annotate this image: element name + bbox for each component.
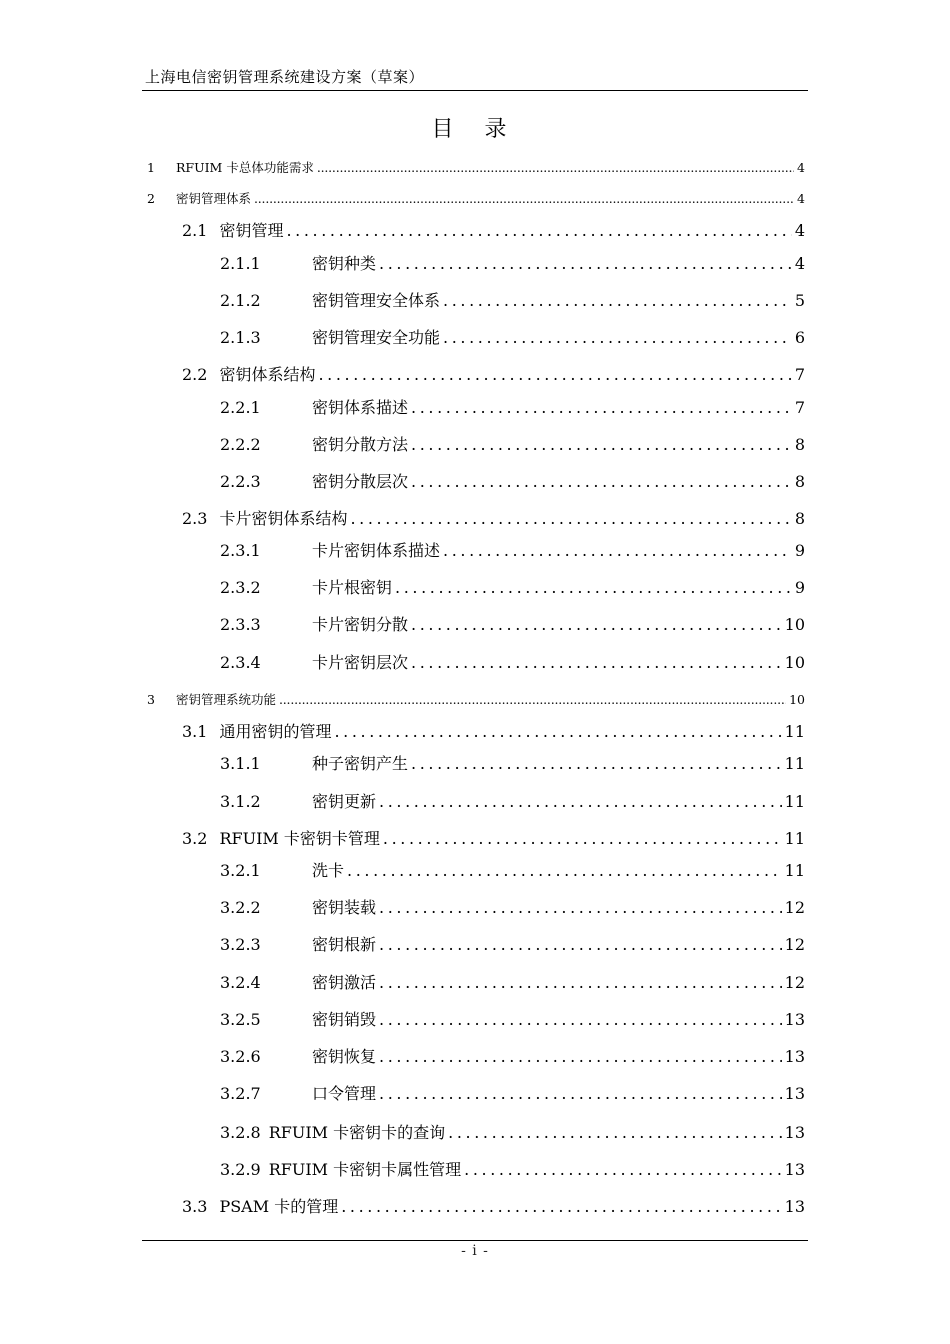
toc-dot-leader <box>350 509 791 528</box>
toc-entry[interactable] <box>182 506 805 529</box>
toc-entry-page: 7 <box>794 398 805 417</box>
header-rule <box>142 90 808 91</box>
toc-entry-label: 卡片根密钥 <box>312 578 393 597</box>
toc-entry-page: 11 <box>784 861 805 880</box>
toc-entry[interactable] <box>220 1007 805 1030</box>
toc-entry[interactable] <box>220 575 805 598</box>
toc-entry-page: 4 <box>794 254 805 273</box>
toc-entry-label: 密钥装载 <box>312 898 377 917</box>
toc-dot-leader <box>395 578 792 597</box>
toc-entry-label: 通用密钥的管理 <box>219 722 332 741</box>
toc-entry-page: 13 <box>784 1047 805 1066</box>
toc-entry[interactable] <box>220 1157 805 1180</box>
toc-entry-label: 卡片密钥分散 <box>312 615 409 634</box>
toc-entry-number: 3.1 <box>182 722 208 741</box>
toc-entry[interactable] <box>182 826 805 849</box>
toc-entry[interactable] <box>182 362 805 385</box>
toc-entry-page: 7 <box>794 365 805 384</box>
toc-entry-page: 13 <box>784 1084 805 1103</box>
toc-entry[interactable] <box>220 432 805 455</box>
toc-entry-label: 密钥分散层次 <box>312 472 409 491</box>
toc-entry-page: 4 <box>797 160 805 175</box>
toc-dot-leader <box>379 792 782 811</box>
toc-dot-leader <box>379 1047 782 1066</box>
toc-entry-label: 密钥恢复 <box>312 1047 377 1066</box>
toc-dot-leader <box>334 722 781 741</box>
toc-entry-label: 密钥根新 <box>312 935 377 954</box>
toc-dot-leader <box>383 829 782 848</box>
toc-entry[interactable] <box>220 469 805 492</box>
toc-entry-number: 2.3.2 <box>220 578 261 597</box>
toc-dot-leader <box>286 221 791 240</box>
toc-dot-leader <box>379 973 782 992</box>
toc-entry-page: 9 <box>794 578 805 597</box>
toc-dot-leader <box>379 1010 782 1029</box>
toc-entry[interactable] <box>220 858 805 881</box>
toc-entry-number: 2.1.3 <box>220 328 261 347</box>
toc-entry-page: 12 <box>784 898 805 917</box>
footer-rule <box>142 1240 808 1241</box>
toc-entry[interactable] <box>220 288 805 311</box>
toc-entry-page: 5 <box>794 291 805 310</box>
toc-dot-leader <box>318 365 791 384</box>
toc-entry-label: 卡片密钥体系描述 <box>312 541 441 560</box>
toc-dot-leader <box>379 254 792 273</box>
toc-entry-page: 9 <box>794 541 805 560</box>
toc-entry-number: 2.1.1 <box>220 254 261 273</box>
page-number: - i - <box>461 1243 489 1259</box>
toc-entry[interactable] <box>220 751 805 774</box>
toc-dot-leader <box>411 615 782 634</box>
toc-entry-label: 密钥管理安全体系 <box>312 291 441 310</box>
toc-entry-number: 2.2 <box>182 365 208 384</box>
toc-entry-number: 2.3.1 <box>220 541 261 560</box>
toc-entry-label: 密钥管理体系 <box>176 191 252 206</box>
toc-entry-label: 密钥管理 <box>219 221 284 240</box>
toc-entry-label: 密钥激活 <box>312 973 377 992</box>
toc-entry-label: 口令管理 <box>312 1084 377 1103</box>
toc-entry-number: 3.1.1 <box>220 754 261 773</box>
toc-entry-label: 密钥分散方法 <box>312 435 409 454</box>
toc-dot-leader <box>411 472 792 491</box>
toc-entry-number: 3.2.8 <box>220 1123 261 1142</box>
toc-dot-leader <box>411 754 782 773</box>
toc-dot-leader <box>411 435 792 454</box>
toc-entry-label: 密钥管理安全功能 <box>312 328 441 347</box>
toc-entry-label: 卡片密钥层次 <box>312 653 409 672</box>
toc-entry-label: 种子密钥产生 <box>312 754 409 773</box>
toc-entry-page: 8 <box>794 509 805 528</box>
toc-entry-number: 2.2.3 <box>220 472 261 491</box>
toc-dot-leader <box>411 653 782 672</box>
toc-entry-page: 11 <box>784 754 805 773</box>
toc-entry-page: 13 <box>784 1123 805 1142</box>
toc-entry-number: 3.1.2 <box>220 792 261 811</box>
toc-entry[interactable] <box>220 325 805 348</box>
toc-entry[interactable] <box>220 932 805 955</box>
toc-entry-label: 密钥体系结构 <box>219 365 316 384</box>
toc-entry-number: 3.3 <box>182 1197 208 1216</box>
toc-entry-number: 3.2.4 <box>220 973 261 992</box>
toc-entry-label: RFUIM 卡密钥卡管理 <box>219 829 380 848</box>
toc-dot-leader <box>464 1160 781 1179</box>
toc-entry[interactable] <box>220 612 805 635</box>
toc-entry-number: 3.2.2 <box>220 898 261 917</box>
toc-dot-leader <box>411 398 792 417</box>
toc-dot-leader <box>254 191 794 206</box>
toc-title: 目 录 <box>431 117 519 142</box>
toc-dot-leader <box>379 935 782 954</box>
toc-entry-number: 2.1 <box>182 221 208 240</box>
toc-dot-leader <box>443 291 792 310</box>
toc-dot-leader <box>443 328 792 347</box>
toc-entry-label: PSAM 卡的管理 <box>219 1197 339 1216</box>
toc-entry[interactable] <box>220 650 805 673</box>
toc-entry-page: 4 <box>797 191 805 206</box>
toc-entry-page: 8 <box>794 435 805 454</box>
toc-entry-page: 12 <box>784 973 805 992</box>
toc-entry[interactable] <box>220 789 805 812</box>
toc-dot-leader <box>279 692 786 707</box>
toc-entry-number: 3.2.9 <box>220 1160 261 1179</box>
toc-entry-page: 6 <box>794 328 805 347</box>
toc-entry-number: 3 <box>147 692 155 707</box>
toc-entry-label: RFUIM 卡密钥卡属性管理 <box>268 1160 462 1179</box>
toc-dot-leader <box>347 861 782 880</box>
toc-entry-page: 10 <box>789 692 805 707</box>
toc-entry-page: 11 <box>784 829 805 848</box>
toc-entry-label: 密钥种类 <box>312 254 377 273</box>
toc-entry[interactable] <box>182 719 805 742</box>
toc-entry-number: 1 <box>147 160 155 175</box>
toc-dot-leader <box>443 541 792 560</box>
toc-dot-leader <box>379 898 782 917</box>
toc-entry[interactable] <box>220 538 805 561</box>
toc-entry-label: RFUIM 卡总体功能需求 <box>176 160 314 175</box>
toc-dot-leader <box>379 1084 782 1103</box>
toc-entry-label: 洗卡 <box>312 861 345 880</box>
toc-entry-page: 13 <box>784 1160 805 1179</box>
toc-entry[interactable] <box>220 970 805 993</box>
toc-entry-page: 13 <box>784 1197 805 1216</box>
toc-entry[interactable] <box>220 251 805 274</box>
toc-entry[interactable] <box>147 690 805 708</box>
toc-entry-page: 11 <box>784 722 805 741</box>
toc-entry-label: 密钥管理系统功能 <box>176 692 277 707</box>
toc-entry-label: 密钥更新 <box>312 792 377 811</box>
toc-entry-number: 2.3.3 <box>220 615 261 634</box>
toc-entry-label: 密钥销毁 <box>312 1010 377 1029</box>
toc-entry-label: 密钥体系描述 <box>312 398 409 417</box>
toc-entry[interactable] <box>220 1120 805 1143</box>
toc-dot-leader <box>448 1123 781 1142</box>
toc-entry-number: 3.2.1 <box>220 861 261 880</box>
toc-entry-label: RFUIM 卡密钥卡的查询 <box>268 1123 446 1142</box>
document-header-title: 上海电信密钥管理系统建设方案（草案） <box>145 68 425 86</box>
toc-entry[interactable] <box>147 158 805 176</box>
toc-entry-page: 11 <box>784 792 805 811</box>
toc-entry-page: 12 <box>784 935 805 954</box>
toc-entry-number: 3.2 <box>182 829 208 848</box>
toc-dot-leader <box>341 1197 781 1216</box>
toc-entry-page: 13 <box>784 1010 805 1029</box>
toc-entry-number: 2.2.2 <box>220 435 261 454</box>
toc-entry-number: 2 <box>147 191 155 206</box>
toc-entry[interactable] <box>220 395 805 418</box>
toc-entry-number: 2.3.4 <box>220 653 261 672</box>
toc-entry-number: 3.2.7 <box>220 1084 261 1103</box>
toc-entry[interactable] <box>182 218 805 241</box>
toc-dot-leader <box>317 160 794 175</box>
toc-entry-number: 2.2.1 <box>220 398 261 417</box>
toc-entry[interactable] <box>220 895 805 918</box>
toc-entry-page: 10 <box>784 653 805 672</box>
toc-entry-number: 3.2.5 <box>220 1010 261 1029</box>
toc-entry-number: 2.3 <box>182 509 208 528</box>
toc-entry-number: 2.1.2 <box>220 291 261 310</box>
toc-entry[interactable] <box>220 1044 805 1067</box>
toc-entry-number: 3.2.3 <box>220 935 261 954</box>
toc-entry-number: 3.2.6 <box>220 1047 261 1066</box>
toc-entry[interactable] <box>220 1081 805 1104</box>
toc-entry[interactable] <box>147 189 805 207</box>
toc-entry-page: 8 <box>794 472 805 491</box>
toc-entry-page: 10 <box>784 615 805 634</box>
toc-entry-page: 4 <box>794 221 805 240</box>
toc-entry-label: 卡片密钥体系结构 <box>219 509 348 528</box>
toc-entry[interactable] <box>182 1194 805 1217</box>
